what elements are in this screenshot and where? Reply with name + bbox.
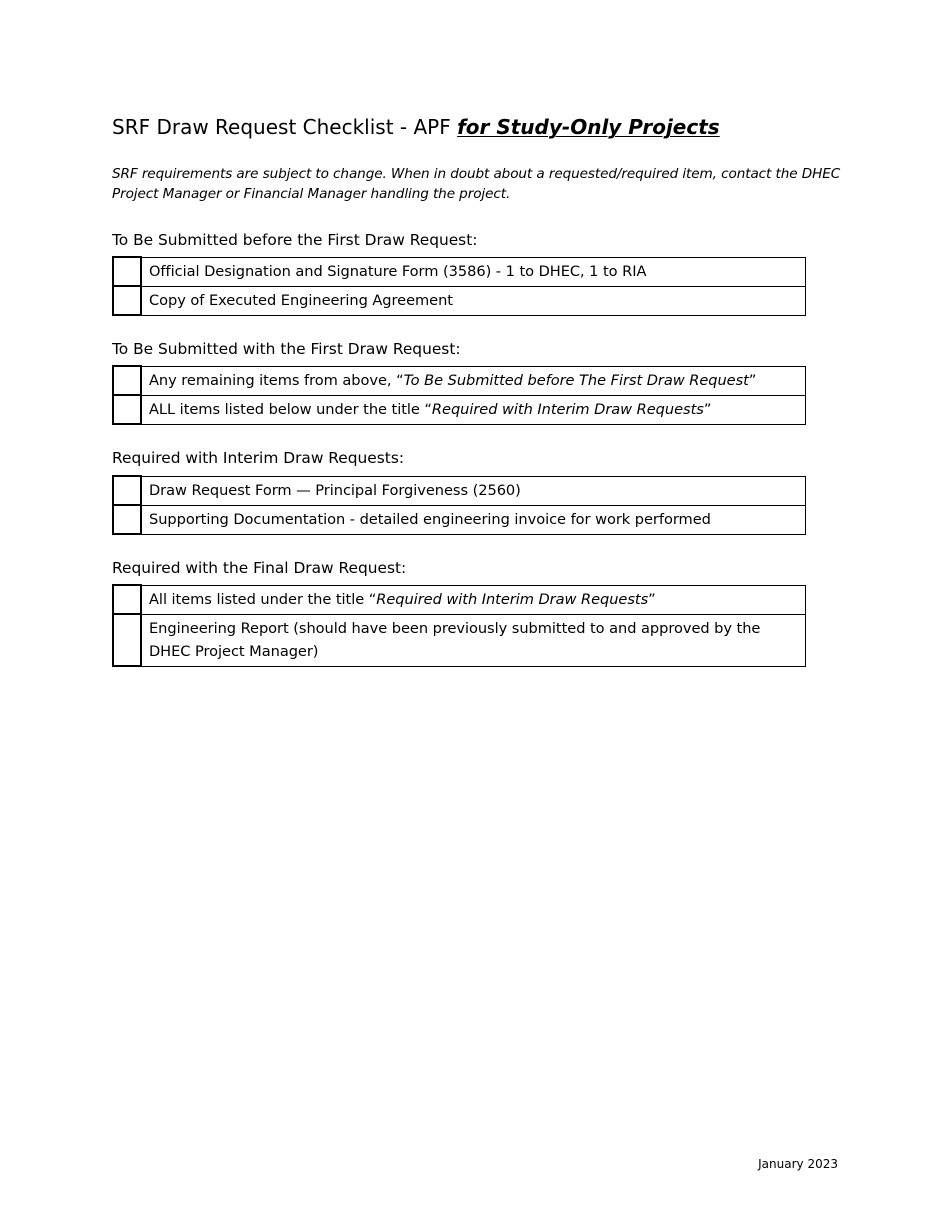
item-text-italic: Required with Interim Draw Requests — [431, 400, 704, 418]
checklist-item-text: Copy of Executed Engineering Agreement — [141, 286, 806, 315]
section-heading-interim-draw: Required with Interim Draw Requests: — [112, 449, 405, 467]
section-heading-with-first-draw: To Be Submitted with the First Draw Request: — [112, 340, 461, 358]
checklist-row — [113, 614, 806, 666]
item-text-prefix: All items listed under the title “ — [149, 590, 377, 608]
checklist-item-text — [141, 585, 806, 614]
item-text-prefix: Any remaining items from above, “ — [149, 371, 404, 389]
checklist-row — [113, 286, 806, 315]
page-title — [112, 113, 720, 141]
item-text-suffix: ” — [648, 590, 656, 608]
checkbox-cell[interactable] — [113, 257, 141, 286]
checklist-final-draw — [112, 584, 806, 667]
checklist-row — [113, 395, 806, 424]
checkbox-cell[interactable] — [113, 505, 141, 534]
item-text-italic: To Be Submitted before The First Draw Request — [403, 371, 749, 389]
checklist-interim-draw — [112, 475, 806, 535]
page-title-main: SRF Draw Request Checklist - APF — [112, 115, 458, 139]
checklist-item-text — [141, 395, 806, 424]
section-heading-final-draw: Required with the Final Draw Request: — [112, 559, 407, 577]
checklist-row — [113, 585, 806, 614]
checklist-row — [113, 505, 806, 534]
checkbox-cell[interactable] — [113, 476, 141, 505]
checkbox-cell[interactable] — [113, 286, 141, 315]
item-text-prefix: ALL items listed below under the title “ — [149, 400, 432, 418]
checklist-item-text: Official Designation and Signature Form (3586) - 1 to DHEC, 1 to RIA — [141, 257, 806, 286]
disclaimer-note: SRF requirements are subject to change. When in doubt about a requested/required item, contact the DHEC Project Manager or Financial Manager handling the project. — [112, 166, 841, 202]
checklist-before-first-draw — [112, 256, 806, 316]
checkbox-cell[interactable] — [113, 366, 141, 395]
checklist-row — [113, 366, 806, 395]
item-text-italic: Required with Interim Draw Requests — [376, 590, 649, 608]
footer-date: January 2023 — [758, 1157, 838, 1171]
checkbox-cell[interactable] — [113, 395, 141, 424]
checklist-item-text: Engineering Report (should have been previously submitted to and approved by the DHEC Project Manager) — [141, 614, 806, 666]
page-title-emphasis: for Study-Only Projects — [457, 115, 720, 139]
item-text-suffix: ” — [748, 371, 757, 389]
checklist-row — [113, 476, 806, 505]
checklist-item-text: Draw Request Form — Principal Forgiveness (2560) — [141, 476, 806, 505]
item-text-suffix: ” — [703, 400, 712, 418]
checklist-item-text — [141, 366, 806, 395]
checkbox-cell[interactable] — [113, 585, 141, 614]
checklist-with-first-draw — [112, 365, 806, 425]
checkbox-cell[interactable] — [113, 614, 141, 666]
checklist-item-text: Supporting Documentation - detailed engineering invoice for work performed — [141, 505, 806, 534]
section-heading-before-first-draw: To Be Submitted before the First Draw Request: — [112, 231, 478, 249]
checklist-row — [113, 257, 806, 286]
